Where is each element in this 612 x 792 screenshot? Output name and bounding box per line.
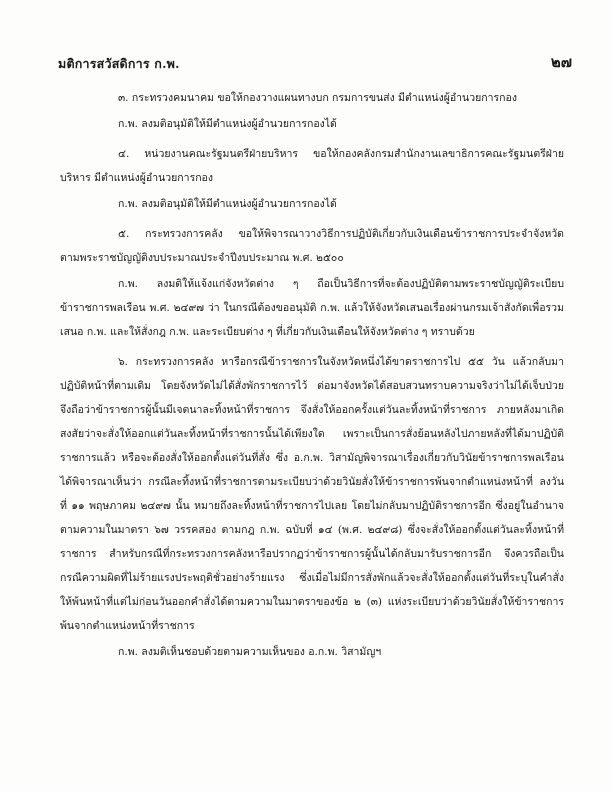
item-paragraph: ๖. กระทรวงการคลัง หารือกรณีข้าราชการในจังหวัดหนึ่งได้ขาดราชการไป ๕๕ วัน แล้วกลับมาปฏิบัติหน้าที่ตามเดิม โดยจังหวัดไม่ได้สั่งพักราชการไว้ ต่อมาจังหวัดได้สอบสวนทราบความจริงว่าไม่ได้เจ็บป่วย จึงถือว่าข้าราชการผู้นั้นมีเจตนาละทิ้งหน้าที่ราชการ จึงสั่งให้ออกครั้งแต่วันละทิ้งหน้าที่ราชการ ภายหลังมาเกิดสงสัยว่าจะสั่งให้ออกแต่วันละทิ้งหน้าที่ราชการนั้นได้เพียงใด เพราะเป็นการสั่งย้อนหลังไปภายหลังที่ได้มาปฏิบัติราชการแล้ว หรือจะต้องสั่งให้ออกตั้งแต่วันที่สั่ง ซึ่ง อ.ก.พ. วิสามัญพิจารณาเรื่องเกี่ยวกับวินัยข้าราชการพลเรือนได้พิจารณาเห็นว่า กรณีละทิ้งหน้าที่ราชการตามระเบียบว่าด้วยวินัยสั่งให้ข้าราชการพ้นจากตำแหน่งหน้าที่ ลงวันที่ ๑๑ พฤษภาคม ๒๔๙๗ นั้น หมายถึงละทิ้งหน้าที่ราชการไปเลย โดยไม่กลับมาปฏิบัติราชการอีก ซึ่งอยู่ในอำนาจตามความในมาตรา ๖๗ วรรคสอง ตามกฎ ก.พ. ฉบับที่ ๑๔ (พ.ศ. ๒๔๙๘) ซึ่งจะสั่งให้ออกตั้งแต่วันละทิ้งหน้าที่ราชการ สำหรับกรณีที่กระทรวงการคลังหารือปรากฏว่าข้าราชการผู้นั้นได้กลับมารับราชการอีก จึงควรถือเป็นกรณีความผิดที่ไม่ร้ายแรงประพฤติชั่วอย่างร้ายแรง ซึ่งเมื่อไม่มีการสั่งพักแล้วจะสั่งให้ออกตั้งแต่วันที่ระบุในคำสั่ง ให้พ้นหน้าที่แต่ไม่ก่อนวันออกคำสั่งได้ตามความในมาตราของข้อ ๒ (๓) แห่งระเบียบว่าด้วยวินัยสั่งให้ข้าราชการพ้นจากตำแหน่งหน้าที่ราชการ [60, 356, 564, 632]
item-paragraph: ๓. กระทรวงคมนาคม ขอให้กองวางแผนทางบก กรมการขนส่ง มีตำแหน่งผู้อำนวยการกอง [118, 92, 517, 104]
item-paragraph: ๔. หน่วยงานคณะรัฐมนตรีฝ่ายบริหาร ขอให้กองคลังกรมสำนักงานเลขาธิการคณะรัฐมนตรีฝ่ายบริหาร มีตำแหน่งผู้อำนวยการกอง [60, 148, 564, 184]
page-number: ๒๗ [550, 53, 572, 71]
document-body [60, 86, 564, 670]
resolution-paragraph: ก.พ. ลงมติให้แจ้งแก่จังหวัดต่าง ๆ ถือเป็นวิธีการที่จะต้องปฏิบัติตามพระราชบัญญัติระเบียบข้าราชการพลเรือน พ.ศ. ๒๔๙๗ ว่า ในกรณีต้องขออนุมัติ ก.พ. แล้วให้จังหวัดเสนอเรื่องผ่านกรมเจ้าสังกัดเพื่อรวมเสนอ ก.พ. และให้สั่งกฎ ก.พ. และระเบียบต่าง ๆ ที่เกี่ยวกับเงินเดือนให้จังหวัดต่าง ๆ ทราบด้วย [60, 278, 564, 338]
running-head: มติการสวัสดิการ ก.พ. [58, 56, 180, 71]
item-paragraph: ๕. กระทรวงการคลัง ขอให้พิจารณาวางวิธีการปฏิบัติเกี่ยวกับเงินเดือนข้าราชการประจำจังหวัด ตามพระราชบัญญัติงบประมาณประจำปีงบประมาณ พ.ศ. ๒๕๐๐ [60, 228, 564, 264]
resolution-paragraph: ก.พ. ลงมติอนุมัติให้มีตำแหน่งผู้อำนวยการกองได้ [118, 118, 337, 130]
resolution-paragraph: ก.พ. ลงมติเห็นชอบด้วยตามความเห็นของ อ.ก.พ. วิสามัญฯ [118, 646, 382, 658]
page-header [58, 36, 572, 76]
resolution-paragraph: ก.พ. ลงมติอนุมัติให้มีตำแหน่งผู้อำนวยการกองได้ [118, 198, 337, 210]
